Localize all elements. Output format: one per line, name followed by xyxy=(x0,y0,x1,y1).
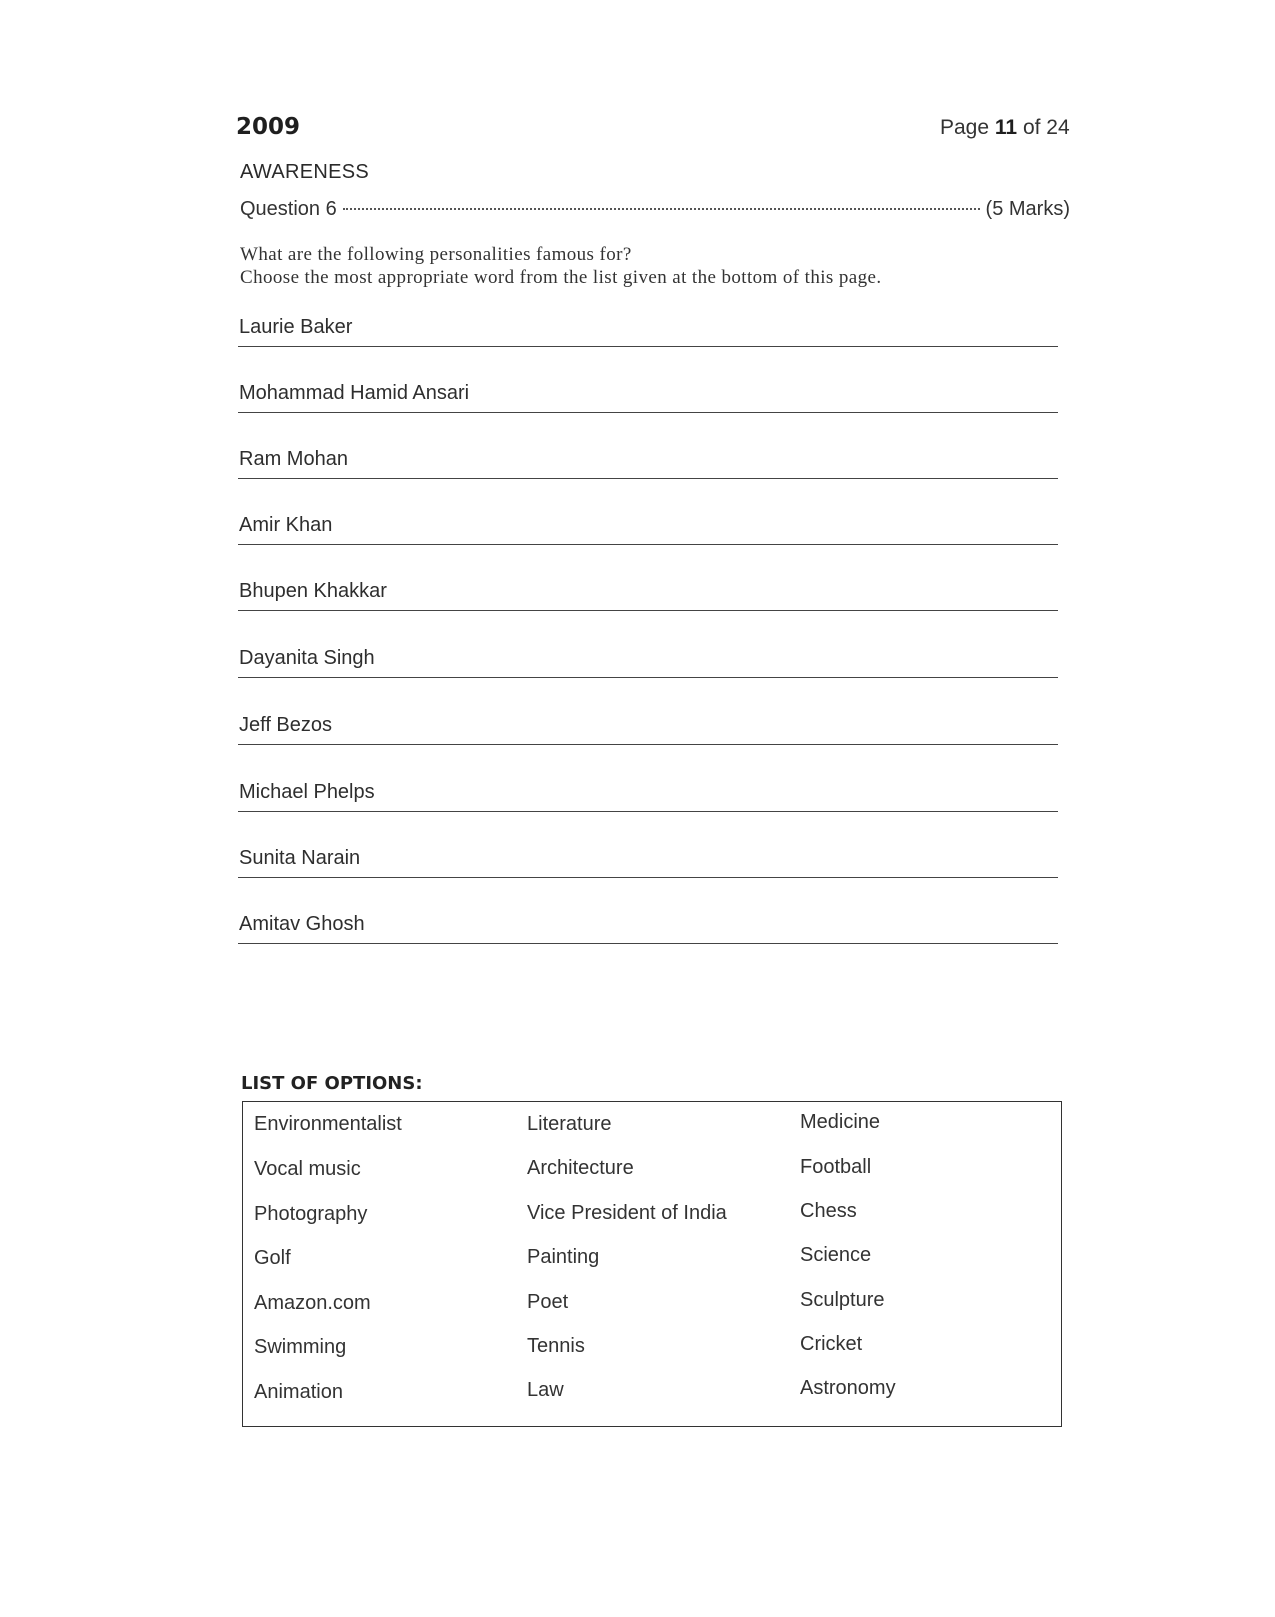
option-item: Amazon.com xyxy=(254,1292,371,1314)
option-item: Medicine xyxy=(800,1111,881,1133)
personality-name: Ram Mohan xyxy=(239,448,352,471)
option-item: Golf xyxy=(254,1247,291,1269)
option-item: Astronomy xyxy=(800,1377,896,1399)
personality-name: Jeff Bezos xyxy=(239,714,336,737)
answer-row[interactable] xyxy=(238,779,1058,812)
option-item: Animation xyxy=(254,1381,343,1403)
option-item: Swimming xyxy=(254,1336,347,1358)
option-item: Environmentalist xyxy=(254,1113,402,1135)
option-item: Literature xyxy=(527,1113,612,1135)
option-item: Sculpture xyxy=(800,1289,885,1311)
answer-row[interactable] xyxy=(238,911,1058,944)
page-number: 11 xyxy=(994,116,1018,139)
answer-row[interactable] xyxy=(238,380,1058,413)
personality-name: Dayanita Singh xyxy=(239,647,379,670)
question-label: Question 6 xyxy=(240,198,337,220)
answer-row[interactable] xyxy=(238,314,1058,347)
option-item: Tennis xyxy=(527,1335,585,1357)
option-item: Painting xyxy=(527,1246,600,1268)
option-item: Law xyxy=(527,1379,564,1401)
page-total: of 24 xyxy=(1022,116,1070,139)
answer-row[interactable] xyxy=(238,645,1058,678)
instruction-line-1: What are the following personalities famous for? xyxy=(240,244,632,265)
option-item: Science xyxy=(800,1244,872,1266)
personality-name: Sunita Narain xyxy=(239,847,364,870)
option-item: Poet xyxy=(527,1291,569,1313)
answer-row[interactable] xyxy=(238,578,1058,611)
leader-dots xyxy=(343,208,980,210)
option-item: Vocal music xyxy=(254,1158,361,1180)
answer-row[interactable] xyxy=(238,845,1058,878)
personality-name: Laurie Baker xyxy=(239,316,356,339)
page-prefix: Page xyxy=(940,116,990,139)
option-item: Vice President of India xyxy=(527,1202,727,1224)
option-item: Architecture xyxy=(527,1157,634,1179)
section-title: AWARENESS xyxy=(240,161,370,183)
option-item: Cricket xyxy=(800,1333,863,1355)
personality-name: Michael Phelps xyxy=(239,781,379,804)
page-indicator xyxy=(940,116,1070,140)
question-marks: (5 Marks) xyxy=(985,198,1070,220)
answer-row[interactable] xyxy=(238,712,1058,745)
options-box xyxy=(242,1101,1062,1427)
answer-row[interactable] xyxy=(238,446,1058,479)
option-item: Chess xyxy=(800,1200,857,1222)
personality-name: Amitav Ghosh xyxy=(239,913,369,936)
options-title: LIST OF OPTIONS: xyxy=(241,1073,423,1094)
question-line xyxy=(240,198,1070,221)
answer-row[interactable] xyxy=(238,512,1058,545)
personality-name: Bhupen Khakkar xyxy=(239,580,391,603)
personality-name: Mohammad Hamid Ansari xyxy=(239,382,473,405)
option-item: Football xyxy=(800,1156,872,1178)
option-item: Photography xyxy=(254,1203,368,1225)
instructions xyxy=(240,243,881,289)
instruction-line-2: Choose the most appropriate word from the list given at the bottom of this page. xyxy=(240,267,882,288)
personality-name: Amir Khan xyxy=(239,514,336,537)
exam-year: 2009 xyxy=(236,114,301,140)
